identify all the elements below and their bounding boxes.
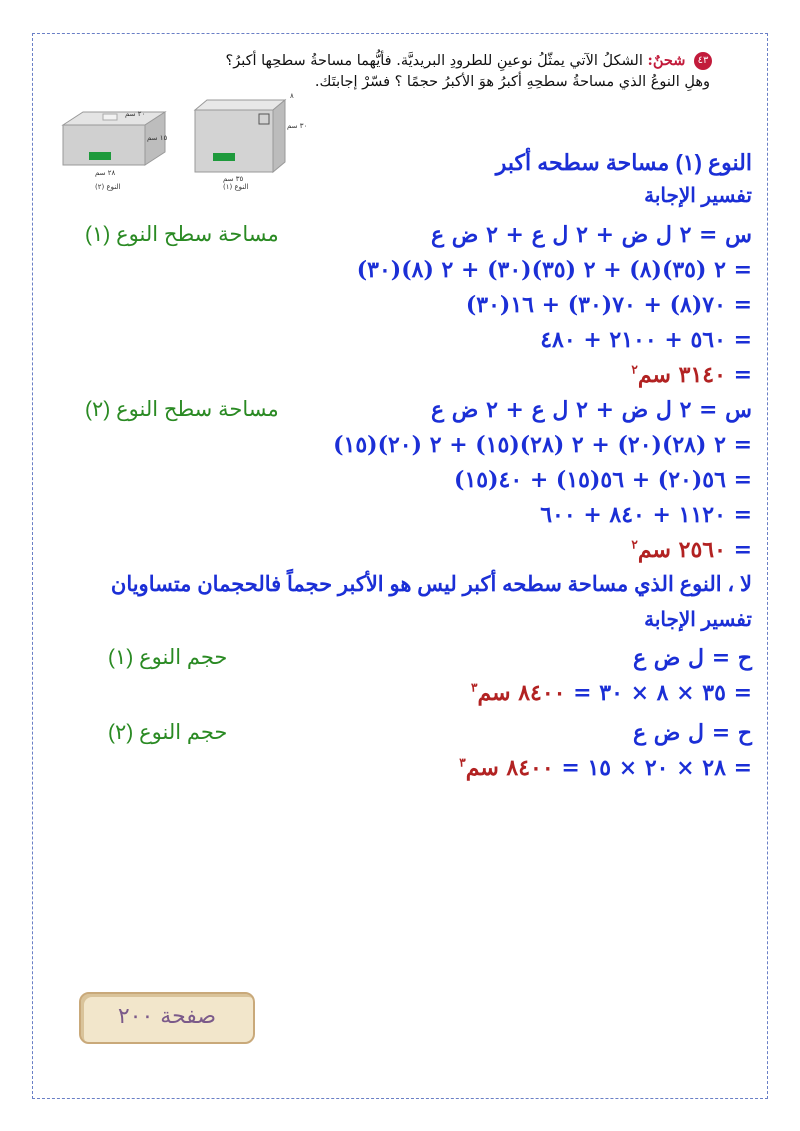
parcel-type-2-width: ٢٠ سم: [125, 110, 146, 118]
volume-result-1-exponent: ٣: [471, 680, 478, 695]
volume-calc-1: [471, 680, 752, 706]
surface-formula-2: س = ٢ ل ض + ٢ ل ع + ٢ ض ع: [431, 397, 752, 423]
volume-formula-1: ح = ل ض ع: [633, 645, 752, 671]
surface-result-2: [631, 537, 752, 563]
parcel-type-2-caption: النوع (٢): [95, 183, 121, 191]
equals-sign: =: [725, 537, 752, 563]
surface-step-2-2: = ٢ (٢٨)(٢٠) + ٢ (٢٨)(١٥) + ٢ (٢٠)(١٥): [333, 432, 752, 458]
parcel-type-1-caption: النوع (١): [223, 183, 249, 191]
surface-result-1-exponent: ٢: [631, 362, 638, 377]
surface-step-1-2: = ٢ (٣٥)(٨) + ٢ (٣٥)(٣٠) + ٢ (٨)(٣٠): [356, 257, 752, 283]
conclusion-statement: لا ، النوع الذي مساحة سطحه أكبر ليس هو الأكبر حجماً فالحجمان متساويان: [110, 573, 752, 596]
parcel-type-1-height: ٣٠ سم: [287, 122, 308, 130]
parcel-type-2-height: ١٥ سم: [147, 134, 168, 142]
surface-step-1-4: = ٥٦٠ + ٢١٠٠ + ٤٨٠: [540, 327, 752, 353]
parcels-drawing: [45, 90, 315, 195]
surface-formula-1: س = ٢ ل ض + ٢ ل ع + ٢ ض ع: [431, 222, 752, 248]
explanation-heading-2: تفسير الإجابة: [644, 609, 752, 631]
volume-calc-2-expr: = ٢٨ × ٢٠ × ١٥ =: [553, 755, 752, 781]
equals-sign: =: [725, 362, 752, 388]
surface-result-2-exponent: ٢: [631, 537, 638, 552]
parcel-type-1: [195, 100, 285, 172]
question-line-2: وهلِ النوعُ الذي مساحةُ سطحِهِ أكبرُ هوَ الأكبرُ حجمًا ؟ فسّرْ إجابتَك.: [314, 74, 710, 90]
surface-step-2-3: = ٥٦(٢٠) + ٥٦(١٥) + ٤٠(١٥): [454, 467, 752, 493]
volume-formula-2: ح = ل ض ع: [633, 720, 752, 746]
surface-label-2: مساحة سطح النوع (٢): [85, 398, 279, 421]
surface-label-1: مساحة سطح النوع (١): [85, 223, 279, 246]
question-line-1: [226, 52, 712, 70]
parcel-type-1-length: ٣٥ سم: [223, 175, 244, 183]
volume-label-1: حجم النوع (١): [108, 646, 228, 669]
explanation-heading-1: تفسير الإجابة: [644, 185, 752, 207]
question-text-1: الشكلُ الآتي يمثّلُ نوعينِ للطرودِ البريديَّة. فأيُّهما مساحةُ سطحِها أكبرُ؟: [225, 53, 643, 69]
question-number: ٤٣: [694, 52, 712, 70]
volume-calc-2: [459, 755, 752, 781]
parcels-figure: [45, 90, 315, 195]
volume-result-2-value: ٨٤٠٠ سم: [465, 755, 554, 781]
volume-result-1-value: ٨٤٠٠ سم: [477, 680, 566, 706]
parcel-type-1-depth: ٨: [290, 92, 294, 100]
answer-statement: النوع (١) مساحة سطحه أكبر: [495, 150, 752, 175]
surface-result-2-value: ٢٥٦٠ سم: [637, 537, 726, 563]
surface-step-1-3: = ٧٠(٨) + ٧٠(٣٠) + ١٦(٣٠): [465, 292, 752, 318]
surface-step-2-4: = ١١٢٠ + ٨٤٠ + ٦٠٠: [540, 502, 752, 528]
volume-calc-1-expr: = ٣٥ × ٨ × ٣٠ =: [565, 680, 752, 706]
parcel-type-2-length: ٢٨ سم: [95, 169, 116, 177]
volume-result-2-exponent: ٣: [459, 755, 466, 770]
volume-label-2: حجم النوع (٢): [108, 721, 228, 744]
page-number-badge: صفحة ٢٠٠: [79, 992, 255, 1044]
surface-result-1: [631, 362, 752, 388]
surface-result-1-value: ٣١٤٠ سم: [637, 362, 726, 388]
question-keyword: شحنٌ:: [647, 52, 686, 69]
